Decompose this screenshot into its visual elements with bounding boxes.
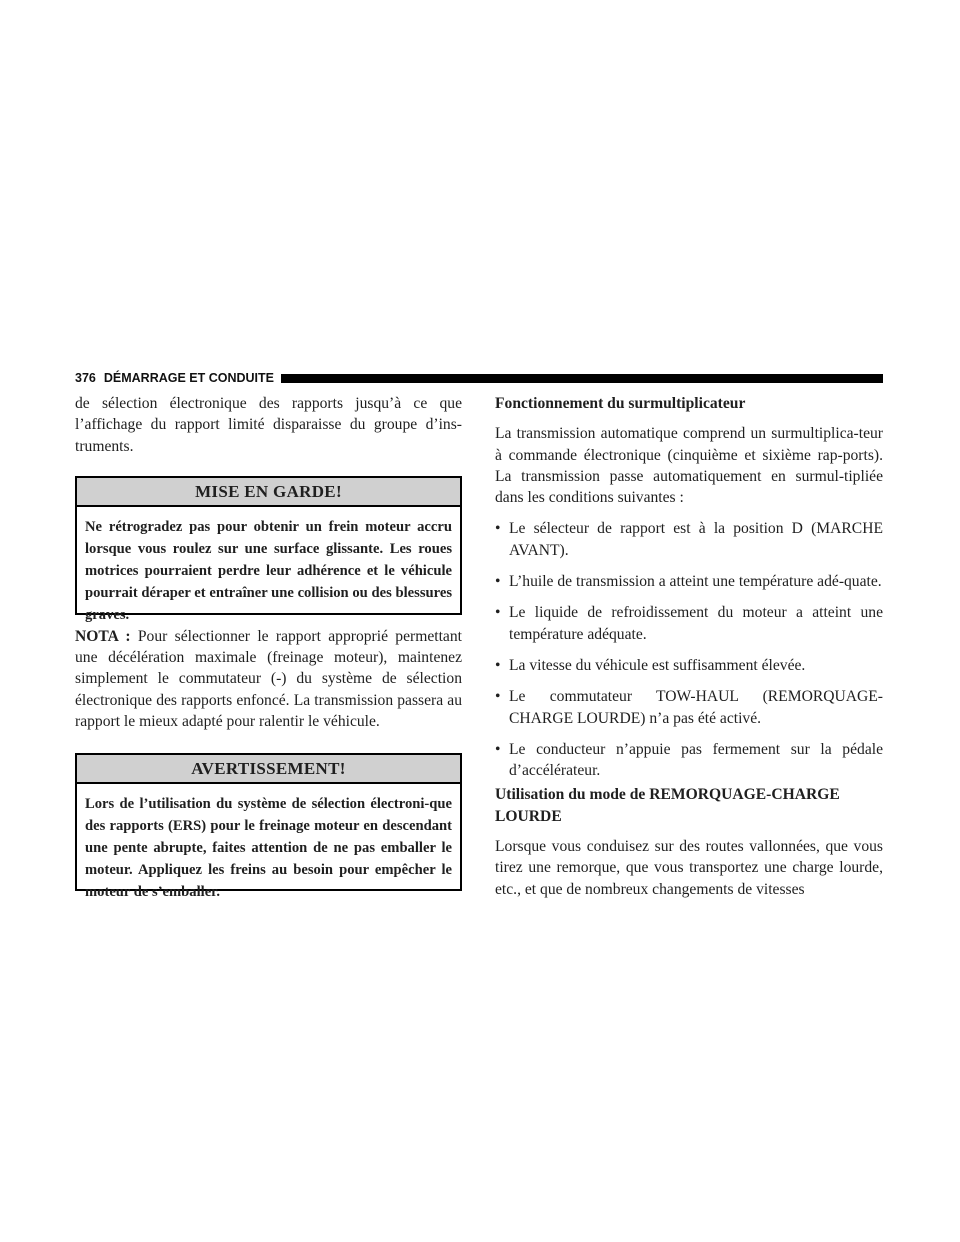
warning-title: AVERTISSEMENT!: [77, 755, 460, 784]
list-item: [495, 571, 883, 592]
note-label: NOTA :: [75, 627, 131, 645]
overdrive-conditions-list: [495, 518, 883, 781]
bullet-icon: •: [495, 688, 501, 706]
bullet-icon: •: [495, 656, 501, 674]
list-item-text: Le sélecteur de rapport est à la position D (MARCHE AVANT).: [509, 520, 883, 559]
caution-title: MISE EN GARDE!: [77, 478, 460, 507]
caution-text: Ne rétrogradez pas pour obtenir un frein moteur accru lorsque vous roulez sur une surface glissante. Les roues motrices pourraient perdre leur adhérence et le véhicule pourrait déraper et entraîner une collision ou des blessures graves.: [85, 518, 452, 623]
list-item-text: Le liquide de refroidissement du moteur a atteint une température adéquate.: [509, 604, 883, 643]
warning-box: [75, 753, 462, 901]
list-item-text: L’huile de transmission a atteint une température adé-quate.: [509, 573, 882, 591]
tow-haul-paragraph: Lorsque vous conduisez sur des routes vallonnées, que vous tirez une remorque, que vous transportez une charge lourde, etc., et que de nombreux changements de vitesses: [495, 838, 883, 898]
overdrive-heading: Fonctionnement du surmultiplicateur: [495, 395, 746, 412]
bullet-icon: •: [495, 520, 501, 538]
list-item: [495, 655, 883, 676]
note-text: Pour sélectionner le rapport approprié permettant une décélération maximale (freinage moteur), maintenez simplement le commutateur (-) du système de sélection électronique des rapports enfoncé. La transmission passera au rapport le mieux adapté pour ralentir le véhicule.: [75, 627, 462, 731]
page-header: [75, 370, 883, 386]
header-rule: [281, 374, 883, 383]
list-item-text: Le conducteur n’appuie pas fermement sur la pédale d’accélérateur.: [509, 740, 883, 780]
left-column: [75, 393, 462, 902]
section-title: DÉMARRAGE ET CONDUITE: [103, 371, 275, 385]
warning-text: Lors de l’utilisation du système de sélection électroni-que des rapports (ERS) pour le freinage moteur en descendant une pente abrupte, faites attention de ne pas emballer le moteur. Appliquez les freins au besoin pour empêcher le moteur de s’emballer.: [85, 796, 452, 901]
bullet-icon: •: [495, 604, 501, 622]
bullet-icon: •: [495, 573, 501, 591]
overdrive-paragraph: La transmission automatique comprend un surmultiplica-teur à commande électronique (cinquième et sixième rap-ports). La transmission passe automatiquement en surmul-tipliée dans les conditions suivantes :: [495, 425, 883, 507]
list-item: [495, 686, 883, 729]
list-item-text: La vitesse du véhicule est suffisamment élevée.: [509, 656, 806, 674]
list-item: [495, 739, 883, 782]
note-paragraph: [75, 626, 462, 732]
right-column: [495, 393, 883, 900]
list-item-text: Le commutateur TOW-HAUL (REMORQUAGE-CHARGE LOURDE) n’a pas été activé.: [509, 688, 883, 727]
tow-haul-heading: Utilisation du mode de REMORQUAGE-CHARGE LOURDE: [495, 786, 840, 825]
caution-box: [75, 476, 462, 623]
page-number: 376: [75, 371, 96, 385]
list-item: [495, 602, 883, 645]
bullet-icon: •: [495, 740, 501, 758]
intro-paragraph: de sélection électronique des rapports jusqu’à ce que l’affichage du rapport limité disparaisse du groupe d’ins-truments.: [75, 395, 462, 455]
list-item: [495, 518, 883, 561]
